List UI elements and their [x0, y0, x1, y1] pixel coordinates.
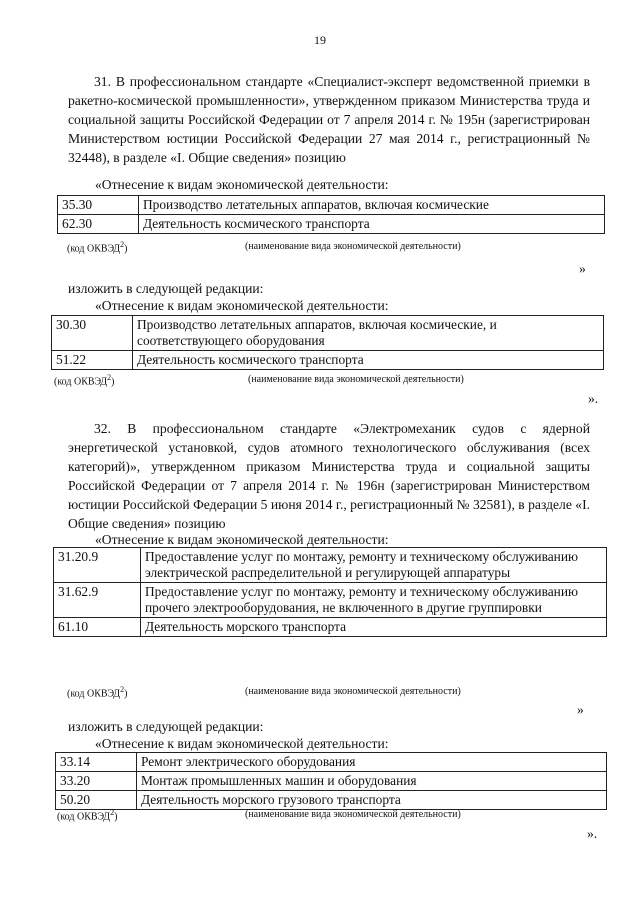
item31-old-caption-name: (наименование вида экономической деятельности)	[245, 241, 461, 252]
okved-code: 35.30	[58, 196, 139, 215]
okved-code: 33.14	[56, 753, 137, 772]
table-row	[56, 753, 607, 772]
item32-old-caption-code: (код ОКВЭД$^2$)	[67, 685, 128, 700]
okved-code: 62.30	[58, 215, 139, 234]
item32-heading-old: «Отнесение к видам экономической деятельности:	[95, 532, 389, 547]
activity-name: Предоставление услуг по монтажу, ремонту и техническому обслуживанию электрической распределительной и регулирующей аппаратуры	[141, 548, 607, 583]
activity-name: Ремонт электрического оборудования	[137, 753, 607, 772]
item32-old-table	[53, 547, 607, 637]
table-row	[54, 583, 607, 618]
okved-code: 31.62.9	[54, 583, 141, 618]
item32-end-quote: ».	[587, 826, 598, 841]
table-row	[56, 791, 607, 810]
activity-name: Предоставление услуг по монтажу, ремонту и техническому обслуживанию прочего электрооборудования, не включенного в другие группировки	[141, 583, 607, 618]
item31-heading-old: «Отнесение к видам экономической деятельности:	[95, 177, 389, 192]
item32-paragraph: 32. В профессиональном стандарте «Электромеханик судов с ядерной энергетической установкой, судов атомного технологического обслуживания (всех категорий)», утвержденном приказом Министерства труда и социальной защиты Российской Федерации от 7 апреля 2014 г. № 196н (зарегистрирован Министерством юстиции Российской Федерации 5 июня 2014 г., регистрационный № 32581), в разделе «I. Общие сведения» позицию	[68, 421, 590, 531]
item32-replace-text: изложить в следующей редакции:	[68, 719, 264, 734]
okved-code: 31.20.9	[54, 548, 141, 583]
item31-new-caption-name: (наименование вида экономической деятельности)	[248, 374, 464, 385]
table-row	[54, 548, 607, 583]
activity-name: Деятельность морского грузового транспорта	[137, 791, 607, 810]
item31-old-caption-code: (код ОКВЭД$^2$)	[67, 240, 128, 255]
item31-old-table	[57, 195, 605, 234]
okved-code: 61.10	[54, 618, 141, 637]
item31-end-quote: ».	[588, 391, 599, 406]
table-row	[58, 196, 605, 215]
item31-new-caption-code: (код ОКВЭД$^2$)	[54, 373, 115, 388]
activity-name: Производство летательных аппаратов, включая космические	[139, 196, 605, 215]
item31-heading-new: «Отнесение к видам экономической деятельности:	[95, 298, 389, 313]
item32-new-table	[55, 752, 607, 810]
table-row	[56, 772, 607, 791]
item31-paragraph: 31. В профессиональном стандарте «Специалист-эксперт ведомственной приемки в ракетно-космической промышленности», утвержденном приказом Министерства труда и социальной защиты Российской Федерации от 7 апреля 2014 г. № 195н (зарегистрирован Министерством юстиции Российской Федерации 27 мая 2014 г., регистрационный № 32448), в разделе «I. Общие сведения» позицию	[68, 74, 590, 165]
okved-code: 33.20	[56, 772, 137, 791]
activity-name: Монтаж промышленных машин и оборудования	[137, 772, 607, 791]
item32-new-caption-name: (наименование вида экономической деятельности)	[245, 809, 461, 820]
page-number: 19	[314, 33, 326, 47]
okved-code: 51.22	[52, 351, 133, 370]
item31-new-table	[51, 315, 604, 370]
activity-name: Деятельность морского транспорта	[141, 618, 607, 637]
activity-name: Деятельность космического транспорта	[139, 215, 605, 234]
okved-code: 30.30	[52, 316, 133, 351]
table-row	[52, 316, 604, 351]
table-row	[58, 215, 605, 234]
okved-code: 50.20	[56, 791, 137, 810]
activity-name: Производство летательных аппаратов, включая космические, и соответствующего оборудования	[133, 316, 604, 351]
item32-close-quote: »	[577, 702, 584, 717]
item32-new-caption-code: (код ОКВЭД$^2$)	[57, 808, 118, 823]
table-row	[52, 351, 604, 370]
item32-heading-new: «Отнесение к видам экономической деятельности:	[95, 736, 389, 751]
activity-name: Деятельность космического транспорта	[133, 351, 604, 370]
item31-replace-text: изложить в следующей редакции:	[68, 281, 264, 296]
item31-close-quote: »	[579, 261, 586, 276]
item32-old-caption-name: (наименование вида экономической деятельности)	[245, 686, 461, 697]
table-row	[54, 618, 607, 637]
